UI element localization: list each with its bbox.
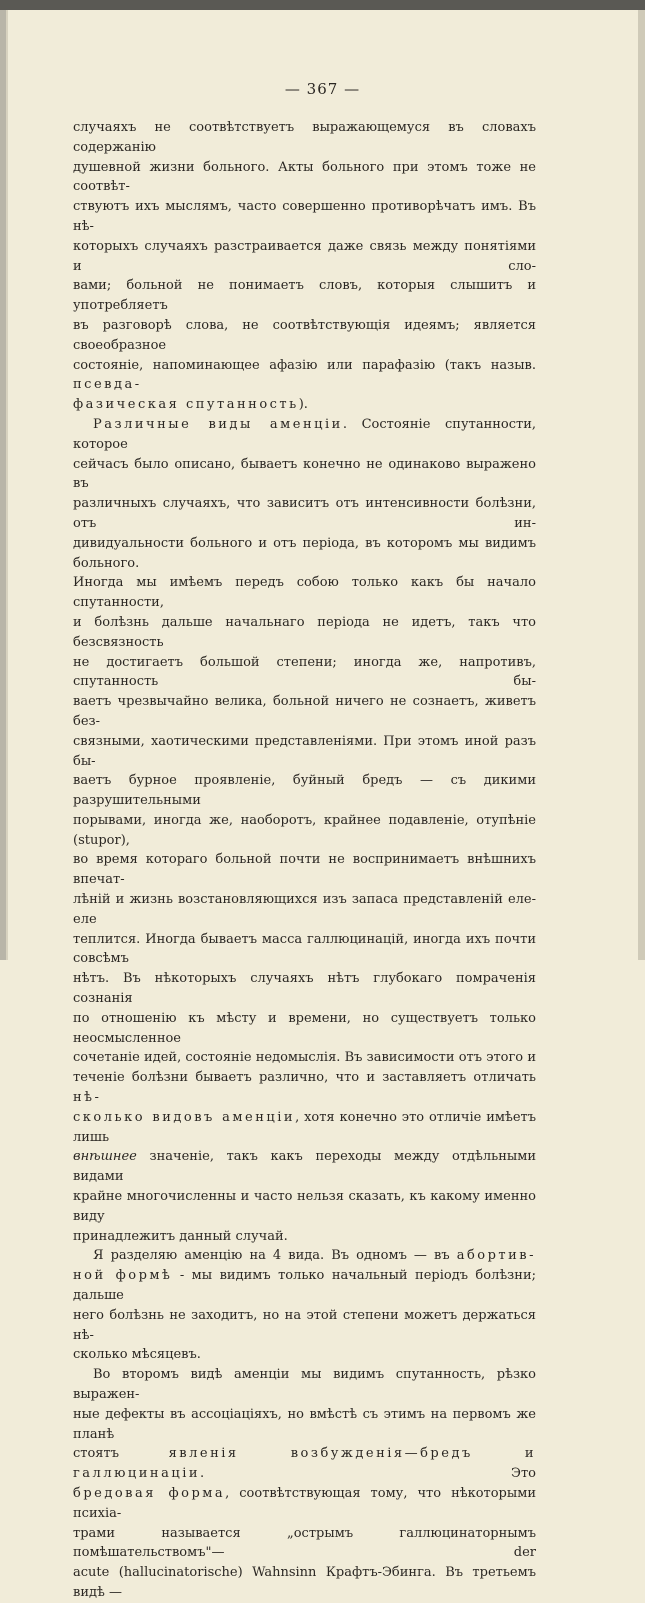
text-run: нѣтъ. Въ нѣкоторыхъ случаяхъ нѣтъ глубокаго помраченія сознанія [73,971,536,1007]
text-line [73,455,536,495]
text-run: различныхъ случаяхъ, что зависитъ отъ интенсивности болѣзни, отъ ин- [73,496,536,531]
text-run: и болѣзнь дальше начальнаго періода не идетъ, такъ что безсвязность [73,614,536,650]
text-run: Во второмъ видѣ аменціи мы видимъ спутанность, рѣзко выражен- [73,1367,536,1402]
text-line [73,1345,536,1365]
text-run: ваетъ чрезвычайно велика, больной ничего не сознаетъ, живетъ без- [73,694,536,729]
text-run: случаяхъ не соотвѣтствуетъ выражающемуся въ словахъ содержанію [73,120,536,155]
text-line [73,1246,536,1266]
text-run: душевной жизни больного. Акты больного при этомъ тоже не соотвѣт- [73,159,536,195]
text-line [73,158,536,198]
text-line [73,890,536,930]
text-line [73,118,536,158]
text-run: Я разделяю аменцію на 4 вида. Въ одномъ — въ [93,1248,457,1264]
text-run: вами; больной не понимаетъ словъ, которыя слышитъ и употребляетъ [73,278,536,314]
text-run: него болѣзнь не заходитъ, но на этой степени можетъ держаться нѣ- [73,1307,536,1343]
text-run: acute (hallucinatorische) Wahnsinn Крафтъ-Эбинга. Въ третьемъ видѣ — [73,1565,536,1600]
text-run: по отношенію къ мѣсту и времени, но существуетъ только неосмысленное [73,1010,536,1046]
text-run: въ разговорѣ слова, не соотвѣтствующія идеямъ; является своеобразное [73,317,536,353]
text-run: сейчасъ было описано, бываетъ конечно не одинаково выражено въ [73,456,536,492]
text-line [73,1365,536,1405]
text-line [73,1187,536,1227]
scan-top-border [0,0,645,10]
text-line [73,356,536,396]
text-line [73,930,536,970]
page-right-edge [638,10,645,960]
paragraph [73,118,536,415]
text-line [73,1524,536,1564]
spaced-emphasis-text: сколько видовъ аменціи [73,1109,296,1125]
text-run: дивидуальности больного и отъ періода, въ которомъ мы видимъ больного. [73,535,536,571]
text-run: порывами, иногда же, наоборотъ, крайнее подавленіе, отупѣніе (stupor), [73,812,536,848]
text-run: сочетаніе идей, состояніе недомыслія. Въ зависимости отъ этого и [73,1050,536,1066]
paragraph [73,1246,536,1365]
text-line [73,316,536,356]
text-run: крайне многочисленны и часто нельзя сказать, къ какому именно виду [73,1189,536,1224]
text-line [73,1266,536,1306]
text-run: ваетъ бурное проявленіе, буйный бредъ — съ дикими разрушительными [73,773,536,809]
spaced-emphasis-text: псевда- [73,377,142,393]
text-line [73,415,536,455]
text-run: теченіе болѣзни бываетъ различно, что и заставляетъ отличать [73,1070,536,1086]
spaced-emphasis-text: нѣ- [73,1090,102,1106]
text-line [73,1108,536,1148]
text-line [73,197,536,237]
text-run: сколько мѣсяцевъ. [73,1347,201,1363]
text-line [73,1048,536,1068]
text-line [73,276,536,316]
text-line [73,1009,536,1049]
text-run: состояніе, напоминающее афазію или парафазію (такъ назыв. [73,357,536,373]
text-run: во время котораго больной почти не воспринимаетъ внѣшнихъ впечат- [73,852,536,888]
spaced-emphasis-text: явленія возбужденія—бредъ и галлюцинаціи [73,1446,536,1482]
text-run: . Состояніе спутанности, которое [73,416,536,452]
text-line [73,1147,536,1187]
book-binding-shadow [6,10,8,960]
text-run: Иногда мы имѣемъ передъ собою только какъ бы начало спутанности, [73,575,536,611]
paragraph [73,1365,536,1603]
text-run: , хотя конечно это отличіе имѣетъ лишь [73,1109,536,1145]
italic-emphasis-text: внѣшнее [73,1149,137,1165]
text-run: трами называется „острымъ галлюцинаторнымъ помѣшательствомъ"— der [73,1525,536,1561]
text-line [73,692,536,732]
paragraph [73,415,536,1246]
page-number: — 367 — [284,80,361,98]
text-run: стоятъ [73,1446,169,1462]
text-run: не достигаетъ большой степени; иногда же, напротивъ, спутанность бы- [73,654,536,690]
text-line [73,850,536,890]
text-line [73,732,536,772]
text-run: которыхъ случаяхъ разстраивается даже связь между понятіями и сло- [73,238,536,274]
text-run: лѣній и жизнь возстановляющихся изъ запаса представленій еле-еле [73,892,536,927]
text-run: , соотвѣтствующая тому, что нѣкоторыми психіа- [73,1485,536,1521]
text-run: ные дефекты въ ассоціаціяхъ, но вмѣстѣ съ этимъ на первомъ же планѣ [73,1406,536,1442]
text-line [73,395,536,415]
text-run: значеніе, такъ какъ переходы между отдѣльными видами [73,1149,536,1185]
text-line [73,1306,536,1346]
spaced-emphasis-text: ной формѣ [73,1268,173,1284]
text-line [73,1405,536,1445]
text-line [73,237,536,277]
text-line [73,1484,536,1524]
text-line [73,811,536,851]
spaced-emphasis-text: абортив- [456,1248,536,1264]
text-run: - мы видимъ только начальный періодъ болѣзни; дальше [73,1268,536,1304]
text-line [73,613,536,653]
text-line [73,494,536,534]
spaced-emphasis-text: фазическая спутанность [73,397,299,413]
text-line [73,1227,536,1247]
text-line [73,573,536,613]
text-line [73,771,536,811]
text-line [73,653,536,693]
text-line [73,1068,536,1108]
text-line [73,1444,536,1484]
text-run: теплится. Иногда бываетъ масса галлюцинацій, иногда ихъ почти совсѣмъ [73,931,536,967]
body-text [73,118,536,1603]
spaced-emphasis-text: Различные виды аменціи [93,416,343,432]
text-run: . Это [200,1466,536,1482]
text-line [73,969,536,1009]
text-run: ствуютъ ихъ мыслямъ, часто совершенно противорѣчатъ имъ. Въ нѣ- [73,199,536,234]
spaced-emphasis-text: бредовая форма [73,1485,226,1501]
text-line [73,534,536,574]
text-run: ). [298,397,308,413]
text-line [73,1563,536,1603]
text-run: принадлежитъ данный случай. [73,1228,288,1244]
text-run: связными, хаотическими представленіями. При этомъ иной разъ бы- [73,733,536,769]
